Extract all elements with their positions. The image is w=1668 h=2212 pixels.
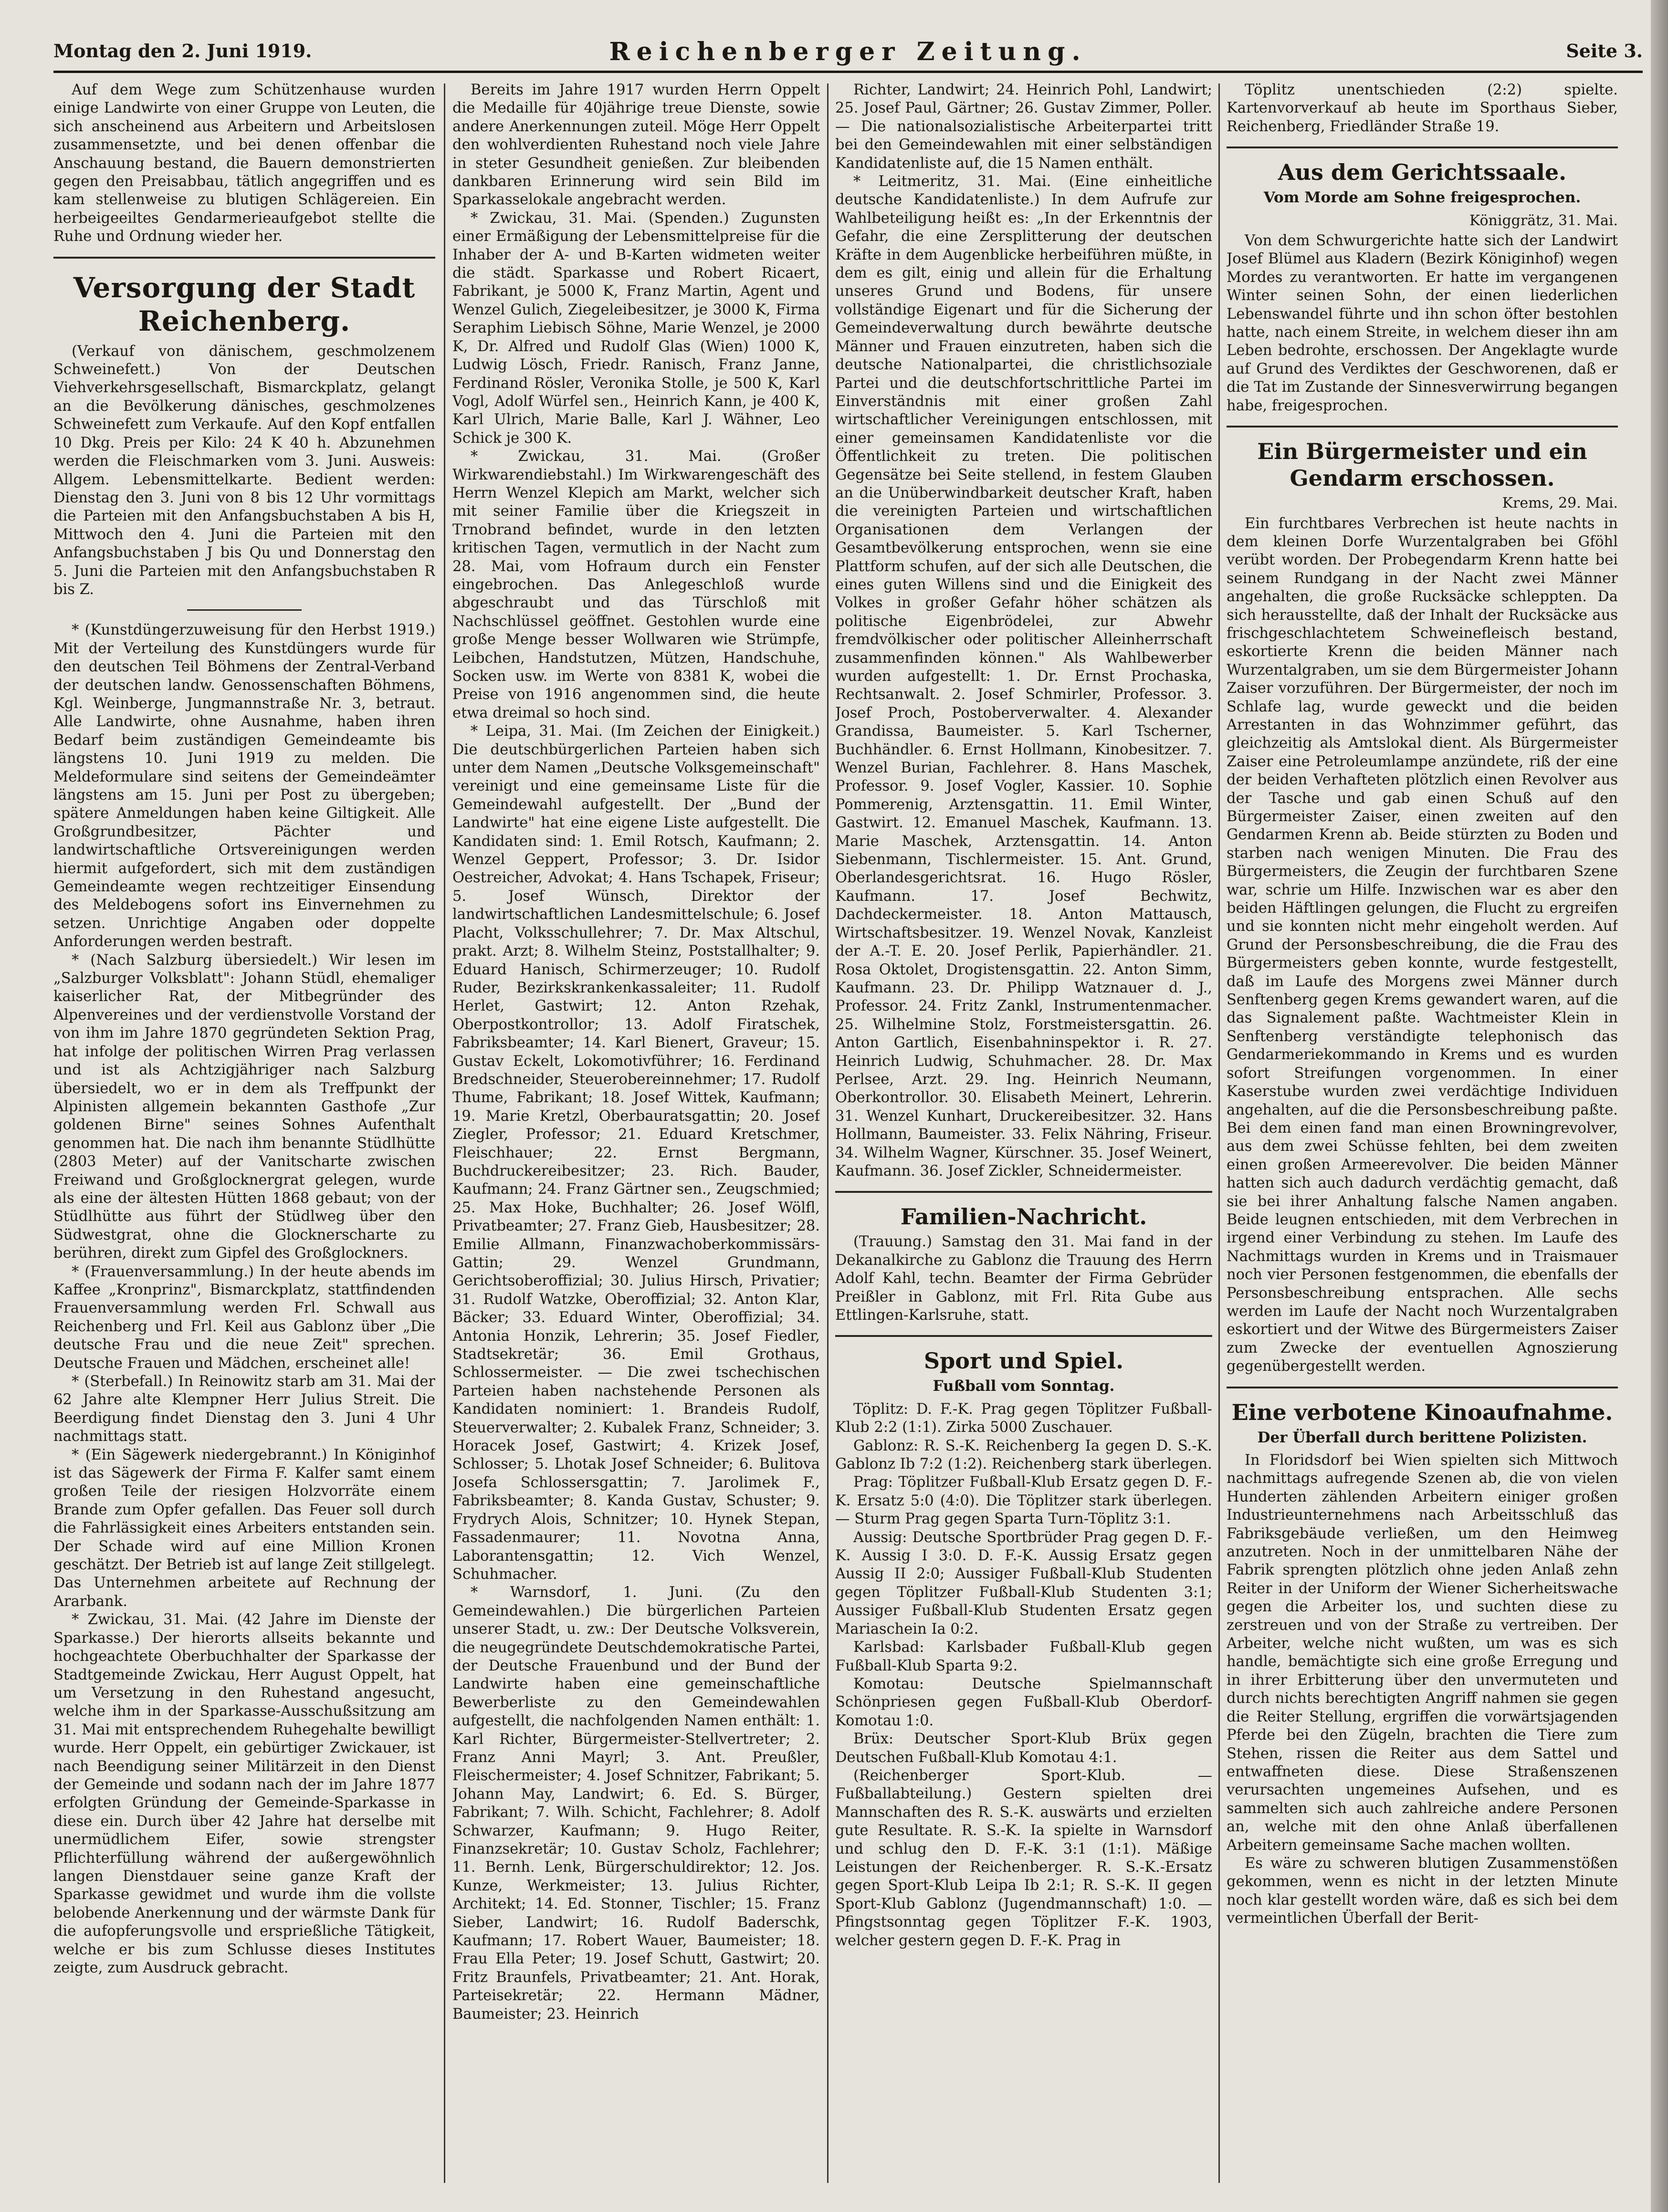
newspaper-title: Reichenberger Zeitung. — [609, 37, 1087, 66]
section-heading: Sport und Spiel. — [923, 1348, 1124, 1374]
article-paragraph: * Leipa, 31. Mai. (Im Zeichen der Einigkeit.) Die deutschbürgerlichen Parteien haben sich unter dem Namen „Deutsche Volksgemeinschaft" vereinigt und eine gemeinsame Liste für die Gemeindewahl aufgestellt. Der „Bund der Landwirte" hat eine eigene Liste aufgestellt. Die Kandidaten sind: 1. Emil Rotsch, Kaufmann; 2. Wenzel Geppert, Professor; 3. Dr. Isidor Oestreicher, Advokat; 4. Hans Tschapek, Friseur; 5. Josef Wünsch, Direktor der landwirtschaftlichen Landesmittelschule; 6. Josef Placht, Volksschullehrer; 7. Dr. Max Altschul, prakt. Arzt; 8. Wilhelm Steinz, Poststallhalter; 9. Eduard Hanisch, Schirmerzeuger; 10. Rudolf Ruder, Bezirkskrankenkassaleiter; 11. Rudolf Herlet, Gastwirt; 12. Anton Rzehak, Oberpostkontrollor; 13. Adolf Firatschek, Fabriksbeamter; 14. Karl Bienert, Graveur; 15. Gustav Eckelt, Lokomotivführer; 16. Ferdinand Bredschneider, Steuerobereinnehmer; 17. Rudolf Thume, Fabrikant; 18. Josef Wittek, Kaufmann; 19. Marie Kretzl, Oberbauratsgattin; 20. Josef Ziegler, Professor; 21. Eduard Kretschmer, Fleischhauer; 22. Ernst Bergmann, Buchdruckereibesitzer; 23. Rich. Bauder, Kaufmann; 24. Franz Gärtner sen., Zeugschmied; 25. Max Hoke, Buchhalter; 26. Josef Wölfl, Privatbeamter; 27. Franz Gieb, Hausbesitzer; 28. Emilie Allmann, Finanzwachoberkommissärs-Gattin; 29. Wenzel Grundmann, Gerichtsoberoffizial; 30. Julius Hirsch, Privatier; 31. Rudolf Watzke, Oberoffizial; 32. Anton Klar, Bäcker; 33. Eduard Winter, Oberoffizial; 34. Antonia Honzik, Lehrerin; 35. Josef Fiedler, Stadtsekretär; 36. Emil Grothaus, Schlossermeister. — Die zwei tschechischen Parteien haben nachstehende Personen als Kandidaten nominiert: 1. Brandeis Rudolf, Steuerverwalter; 2. Kubalek Franz, Schneider; 3. Horacek Josef, Gastwirt; 4. Krizek Josef, Schlosser; 5. Lhotak Josef Schneider; 6. Bulitova Josefa Schlossersgattin; 7. Jarolimek F., Fabriksbeamter; 8. Kanda Gustav, Schuster; 9. Frydrych Alois, Schnitzer; 10. Hynek Stepan, Fassadenmaurer; 11. Novotna Anna, Laborantensgattin; 12. Vich Wenzel, Schuhmacher. — [452, 723, 820, 1583]
article-paragraph: Brüx: Deutscher Sport-Klub Brüx gegen Deutschen Fußball-Klub Komotau 4:1. — [835, 1731, 1212, 1766]
article-paragraph: * (Nach Salzburg übersiedelt.) Wir lesen im „Salzburger Volksblatt": Johann Stüdl, ehemaliger kaiserlicher Rat, der Mitbegründer des Alpenvereines und der verdienstvolle Vorstand der von ihm im Jahre 1870 gegründeten Sektion Prag, hat infolge der politischen Wirren Prag verlassen und ist als Achtzigjähriger nach Salzburg übersiedelt, wo er in dem als Treffpunkt der Alpinisten allgemein bekannten Gasthofe „Zur goldenen Birne" seines Sohnes Aufenthalt genommen hat. Die nach ihm benannte Stüdlhütte (2803 Meter) auf der Vanitscharte zwischen Freiwand und Großglocknergrat gelegen, wurde als eine der ältesten Hütten 1868 gebaut; von der Stüdlhütte aus führt der Stüdlweg über den Südwestgrat, ohne die Glocknerscharte zu berühren, direkt zum Gipfel des Großglockners. — [53, 951, 435, 1262]
article-paragraph: Karlsbad: Karlsbader Fußball-Klub gegen Fußball-Klub Sparta 9:2. — [835, 1639, 1212, 1674]
column-rule — [827, 83, 829, 2183]
article-paragraph: Aussig: Deutsche Sportbrüder Prag gegen D. F.-K. Aussig I 3:0. D. F.-K. Aussig Ersatz gegen Aussig II 2:0; Aussiger Fußball-Klub Studenten gegen Töplitzer Fußball-Klub Studenten 3:1; Aussiger Fußball-Klub Studenten Ersatz gegen Mariaschein Ia 0:2. — [835, 1529, 1212, 1638]
article-paragraph: * Zwickau, 31. Mai. (Großer Wirkwarendiebstahl.) Im Wirkwarengeschäft des Herrn Wenzel Klepich am Markt, welcher sich mit seiner Familie über die Kriegszeit in Trnobrand befindet, wurde in den letzten kritischen Tagen, vermutlich in der Nacht zum 28. Mai, vom Hofraum durch ein Fenster eingebrochen. Das Anlegeschloß wurde abgeschraubt und das Türschloß mit Nachschlüssel geöffnet. Gestohlen wurde eine große Menge besser Wollwaren wie Strümpfe, Leibchen, Handstutzen, Mützen, Handschuhe, Socken usw. im Werte von 8381 K, wobei die Preise von 1916 angenommen sind, die heute etwa dreimal so hoch sind. — [452, 448, 820, 721]
section-divider — [53, 257, 435, 259]
article-divider — [187, 609, 302, 611]
section-divider — [1227, 146, 1618, 148]
article-paragraph: * (Sterbefall.) In Reinowitz starb am 31. Mai der 62 Jahre alte Klempner Herr Julius Streit. Die Beerdigung findet Dienstag den 3. Juni 4 Uhr nachmittags statt. — [53, 1373, 435, 1445]
section-heading: Familien-Nachricht. — [900, 1204, 1147, 1230]
page-edge-shadow — [1651, 0, 1668, 2212]
section-heading: Ein Bürgermeister und ein Gendarm erschossen. — [1257, 438, 1587, 491]
article-paragraph: (Verkauf von dänischem, geschmolzenem Schweinefett.) Von der Deutschen Viehverkehrsgesellschaft, Bismarckplatz, gelangt an die Bevölkerung dänisches, geschmolzenes Schweinefett zum Verkaufe. Auf den Kopf entfallen 10 Dkg. Preis per Kilo: 24 K 40 h. Abzunehmen werden die Fleischmarken vom 3. Juni. Ausweis: Allgem. Lebensmittelkarte. Bedient werden: Dienstag den 3. Juni von 8 bis 12 Uhr vormittags die Parteien mit den Anfangsbuchstaben A bis H, Mittwoch den 4. Juni die Parteien mit den Anfangsbuchstaben J bis Qu und Donnerstag den 5. Juni die Parteien mit den Anfangsbuchstaben R bis Z. — [53, 343, 435, 598]
section-divider — [1227, 1387, 1618, 1388]
article-paragraph: Töplitz unentschieden (2:2) spielte. Kartenvorverkauf ab heute im Sporthaus Sieber, Reichenberg, Friedländer Straße 19. — [1227, 82, 1618, 135]
article-paragraph: Bereits im Jahre 1917 wurden Herrn Oppelt die Medaille für 40jährige treue Dienste, sowie andere Anerkennungen zuteil. Möge Herr Oppelt den wohlverdienten Ruhestand noch viele Jahre in steter Gesundheit genießen. Zur bleibenden dankbaren Erinnerung wird sein Bild im Sparkasselokale angebracht werden. — [452, 82, 820, 209]
section-subheading: Fußball vom Sonntag. — [933, 1377, 1115, 1395]
masthead — [53, 37, 1643, 73]
column-3 — [835, 81, 1212, 2190]
dateline: Königgrätz, 31. Mai. — [1469, 212, 1618, 229]
column-4 — [1227, 81, 1618, 2190]
section-heading: Versorgung der Stadt Reichenberg. — [73, 271, 416, 337]
section-divider — [835, 1335, 1212, 1337]
article-paragraph: Es wäre zu schweren blutigen Zusammenstößen gekommen, wenn es nicht in der letzten Minute noch klar gestellt worden wäre, daß es sich bei dem vermeintlichen Überfall der Berit- — [1227, 1855, 1618, 1927]
article-paragraph: * Warnsdorf, 1. Juni. (Zu den Gemeindewahlen.) Die bürgerlichen Parteien unserer Stadt, u. zw.: Der Deutsche Volksverein, die neugegründete Deutschdemokratische Partei, der Deutsche Frauenbund und der Bund der Landwirte haben eine gemeinschaftliche Bewerberliste zu den Gemeindewahlen aufgestellt, die nachfolgenden Namen enthält: 1. Karl Richter, Bürgermeister-Stellvertreter; 2. Franz Anni Mayrl; 3. Ant. Preußler, Fleischermeister; 4. Josef Schnitzer, Fabrikant; 5. Johann May, Landwirt; 6. Ed. S. Bürger, Fabrikant; 7. Wilh. Schicht, Fachlehrer; 8. Adolf Schwarzer, Kaufmann; 9. Hugo Reiter, Finanzsekretär; 10. Gustav Scholz, Fachlehrer; 11. Bernh. Lenk, Bürgerschuldirektor; 12. Jos. Kunze, Werkmeister; 13. Julius Richter, Architekt; 14. Ed. Stonner, Tischler; 15. Franz Sieber, Landwirt; 16. Rudolf Baderschk, Kaufmann; 17. Robert Wauer, Baumeister; 18. Frau Ella Peter; 19. Josef Schutt, Gastwirt; 20. Fritz Braunfels, Privatbeamter; 21. Ant. Horak, Parteisekretär; 22. Hermann Mädner, Baumeister; 23. Heinrich — [452, 1584, 820, 2023]
article-paragraph: Richter, Landwirt; 24. Heinrich Pohl, Landwirt; 25. Josef Paul, Gärtner; 26. Gustav Zimmer, Poller. — Die nationalsozialistische Arbeiterpartei tritt bei den Gemeindewahlen mit einer selbständigen Kandidatenliste auf, die 15 Namen enthält. — [835, 82, 1212, 172]
article-paragraph: Gablonz: R. S.-K. Reichenberg Ia gegen D. S.-K. Gablonz Ib 7:2 (1:2). Reichenberg stark überlegen. — [835, 1437, 1212, 1473]
section-heading: Eine verbotene Kinoaufnahme. — [1231, 1399, 1613, 1425]
section-subheading: Vom Morde am Sohne freigesprochen. — [1263, 189, 1581, 207]
article-paragraph: Töplitz: D. F.-K. Prag gegen Töplitzer Fußball-Klub 2:2 (1:1). Zirka 5000 Zuschauer. — [835, 1400, 1212, 1436]
section-heading: Aus dem Gerichtssaale. — [1278, 159, 1567, 186]
column-1 — [53, 81, 435, 2190]
section-subheading: Der Überfall durch berittene Polizisten. — [1257, 1429, 1587, 1446]
article-paragraph: * (Kunstdüngerzuweisung für den Herbst 1919.) Mit der Verteilung des Kunstdüngers wurde für den deutschen Teil Böhmens der Zentral-Verband der deutschen landw. Genossenschaften Böhmens, Kgl. Weinberge, Jungmannstraße Nr. 3, betraut. Alle Landwirte, ohne Ausnahme, haben ihren Bedarf beim zuständigen Gemeindeamte bis längstens 10. Juni 1919 zu melden. Die Meldeformulare sind seitens der Gemeindeämter längstens am 15. Juni per Post zu übergeben; spätere Anmeldungen haben keine Giltigkeit. Alle Großgrundbesitzer, Pächter und landwirtschaftliche Ortsvereinigungen werden hiermit aufgefordert, sich mit dem zuständigen Gemeindeamte wegen rechtzeitiger Einsendung des Meldebogens sofort ins Einvernehmen zu setzen. Unrichtige Angaben oder doppelte Anforderungen werden bestraft. — [53, 622, 435, 950]
article-paragraph: (Trauung.) Samstag den 31. Mai fand in der Dekanalkirche zu Gablonz die Trauung des Herrn Adolf Kahl, techn. Beamter der Firma Gebrüder Preißler in Gablonz, mit Frl. Rita Gube aus Ettlingen-Karlsruhe, statt. — [835, 1233, 1212, 1324]
article-paragraph: Auf dem Wege zum Schützenhause wurden einige Landwirte von einer Gruppe von Leuten, die sich anscheinend aus Arbeitern und Arbeitslosen zusammensetzte, und bei denen offenbar die Anschauung bestand, die Bauern demonstrierten gegen den Preisabbau, tätlich angegriffen und es kam stellenweise zu blutigen Schlägereien. Ein herbeigeeiltes Gendarmerieaufgebot stellte die Ruhe und Ordnung wieder her. — [53, 82, 435, 245]
article-paragraph: Von dem Schwurgerichte hatte sich der Landwirt Josef Blümel aus Kladern (Bezirk Königinhof) wegen Mordes zu verantworten. Er hatte im vergangenen Winter seinen Sohn, der einen liederlichen Lebenswandel führte und ihn schon öfter bestohlen hatte, nach einem Streite, in welchem dieser ihn am Leben bedrohte, erschossen. Der Angeklagte wurde auf Grund des Verdiktes der Geschworenen, daß er die Tat im Zustande der Sinnesverwirrung begangen habe, freigesprochen. — [1227, 232, 1618, 414]
article-paragraph: * (Ein Sägewerk niedergebrannt.) In Königinhof ist das Sägewerk der Firma F. Kalfer samt einem großen Teile der riesigen Holzvorräte einem Brande zum Opfer gefallen. Das Feuer soll durch die Fahrlässigkeit eines Arbeiters entstanden sein. Der Schade wird auf eine Million Kronen geschätzt. Der Betrieb ist auf lange Zeit stillgelegt. Das Unternehmen arbeitete auf Rechnung der Ararbank. — [53, 1446, 435, 1610]
article-paragraph: Ein furchtbares Verbrechen ist heute nachts in dem kleinen Dorfe Wurzentalgraben bei Gföhl verübt worden. Der Probegendarm Krenn hatte bei seinem Rundgang in der Nacht zwei Männer angehalten, die große Rucksäcke schleppten. Da sich herausstellte, daß der Inhalt der Rucksäcke aus frischgeschlachtetem Schweinefleisch bestand, eskortierte Krenn die beiden Männer nach Wurzentalgraben, um sie dem Bürgermeister Johann Zaiser vorzuführen. Der Bürgermeister, der noch im Schlafe lag, wurde geweckt und die beiden Arrestanten in das Wohnzimmer geführt, das gleichzeitig als Amtslokal dient. Als Bürgermeister Zaiser eine Petroleumlampe anzündete, riß der eine der beiden Verhafteten plötzlich einen Revolver aus der Tasche und gab einen Schuß auf den Bürgermeister Zaiser, einen zweiten auf den Gendarmen Krenn ab. Beide stürzten zu Boden und starben nach wenigen Minuten. Die Frau des Bürgermeisters, die Zeugin der furchtbaren Szene war, schrie um Hilfe. Inzwischen war es aber den beiden Häftlingen gelungen, die Flucht zu ergreifen und sie konnten nicht mehr eingeholt werden. Auf Grund der Personsbeschreibung, die die Frau des Bürgermeisters geben konnte, wurde festgestellt, daß im Laufe des Morgens zwei Männer durch Senftenberg gegen Krems gewandert waren, auf die das Signalement paßte. Wachtmeister Klein in Senftenberg verständigte telephonisch das Gendarmeriekommando in Krems und es wurden sofort Streifungen vorgenommen. In einer Kaserstube wurden zwei verdächtige Individuen angehalten, auf die die Personsbeschreibung paßte. Bei dem einen fand man einen Browningrevolver, aus dem zwei Schüsse fehlten, bei dem zweiten einen großen Armeerevolver. Die beiden Männer hatten sich auch dadurch verdächtig gemacht, daß sie bei ihrer Anhaltung falsche Namen angaben. Beide leugnen entschieden, mit dem Verbrechen in irgend einer Verbindung zu stehen. Im Laufe des Nachmittags wurden in Krems und in Traismauer noch vier Personen festgenommen, die ebenfalls der Personsbeschreibung entsprachen. Alle sechs werden im Laufe der Nacht noch Wurzentalgraben eskortiert und der Witwe des Bürgermeisters Zaiser zum Zwecke der eventuellen Agnoszierung gegenübergestellt werden. — [1227, 515, 1618, 1375]
article-paragraph: * (Frauenversammlung.) In der heute abends im Kaffee „Kronprinz", Bismarckplatz, stattfindenden Frauenversammlung werden Frl. Schwall aus Reichenberg und Frl. Keil aus Gablonz über „Die deutsche Frau und die neue Zeit" sprechen. Deutsche Frauen und Mädchen, erscheinet alle! — [53, 1263, 435, 1372]
section-divider — [835, 1191, 1212, 1193]
article-paragraph: * Zwickau, 31. Mai. (Spenden.) Zugunsten einer Ermäßigung der Lebensmittelpreise für die Inhaber der A- und B-Karten widmeten weiter die städt. Sparkasse und Robert Ricaert, Fabrikant, je 5000 K, Franz Martin, Agent und Wenzel Gulich, Ziegeleibesitzer, je 3000 K, Firma Seraphim Liebisch Söhne, Marie Wenzel, je 2000 K, Dr. Alfred und Rudolf Glas (Wien) 1000 K, Ludwig Lösch, Friedr. Ranisch, Franz Janne, Ferdinand Rösler, Veronika Stolle, je 500 K, Karl Vogl, Adolf Würfel sen., Heinrich Kann, je 400 K, Karl Ulrich, Marie Balle, Karl J. Wähner, Leo Schick je 300 K. — [452, 209, 820, 447]
article-paragraph: Prag: Töplitzer Fußball-Klub Ersatz gegen D. F.-K. Ersatz 5:0 (4:0). Die Töplitzer stark überlegen. — Sturm Prag gegen Sparta Turn-Töplitz 3:1. — [835, 1474, 1212, 1528]
article-paragraph: Komotau: Deutsche Spielmannschaft Schönpriesen gegen Fußball-Klub Oberdorf-Komotau 1:0. — [835, 1675, 1212, 1729]
issue-date: Montag den 2. Juni 1919. — [53, 40, 312, 62]
section-divider — [1227, 426, 1618, 428]
page-number: Seite 3. — [1566, 40, 1643, 62]
article-paragraph: (Reichenberger Sport-Klub. — Fußballabteilung.) Gestern spielten drei Mannschaften des R. S.-K. auswärts und erzielten gute Resultate. R. S.-K. Ia spielte in Warnsdorf und schlug den D. F.-K. 3:1 (1:1). Mäßige Leistungen der Reichenberger. R. S.-K.-Ersatz gegen Sport-Klub Leipa Ib 2:1; R. S.-K. II gegen Sport-Klub Gablonz (Jugendmannschaft) 1:0. — Pfingstsonntag gegen Töplitzer F.-K. 1903, welcher gestern gegen D. F.-K. Prag in — [835, 1767, 1212, 1949]
article-paragraph: * Leitmeritz, 31. Mai. (Eine einheitliche deutsche Kandidatenliste.) In dem Aufrufe zur Wahlbeteiligung heißt es: „In der Erkenntnis der Gefahr, die eine Zersplitterung der deutschen Kräfte in dem Augenblicke herbeiführen müßte, in dem es gilt, einig und allein für die Erhaltung unseres Grund und Bodens, für unsere vollständige Eigenart und für die Sicherung der Gemeindeverwaltung durch bewährte deutsche Männer und Frauen einzutreten, haben sich die deutsche Nationalpartei, die christlichsoziale Partei und die deutschfortschrittliche Partei im Einverständnis mit einer großen Zahl wirtschaftlicher Vereinigungen entschlossen, mit einer gemeinsamen Kandidatenliste vor die Öffentlichkeit zu treten. Die politischen Gegensätze bei Seite stellend, in festem Glauben an die Unüberwindbarkeit deutscher Kraft, haben die vereinigten Parteien und wirtschaftlichen Organisationen dem Verlangen der Gesamtbevölkerung entsprochen, wenn sie eine Plattform schufen, auf der sich alle Deutschen, die eines guten Willens sind und die Einigkeit des Volkes in großer Gefahr höher schätzen als politische Eigenbrödelei, zur Abwehr fremdvölkischer oder politischer Alleinherrschaft zusammenfinden können." Als Wahlbewerber wurden aufgestellt: 1. Dr. Ernst Prochaska, Rechtsanwalt. 2. Josef Schmirler, Professor. 3. Josef Proch, Postoberverwalter. 4. Alexander Grandissa, Baumeister. 5. Karl Tscherner, Buchhändler. 6. Ernst Hollmann, Kinobesitzer. 7. Wenzel Burian, Fachlehrer. 8. Hans Maschek, Professor. 9. Josef Vogler, Kassier. 10. Sophie Pommerenig, Arztensgattin. 11. Emil Winter, Gastwirt. 12. Emanuel Maschek, Kaufmann. 13. Marie Maschek, Arztensgattin. 14. Anton Siebenmann, Tischlermeister. 15. Ant. Grund, Oberlandesgerichtsrat. 16. Hugo Rösler, Kaufmann. 17. Josef Bechwitz, Dachdeckermeister. 18. Anton Mattausch, Wirtschaftsbesitzer. 19. Wenzel Novak, Kanzleist der A.-T. E. 20. Josef Perlik, Papierhändler. 21. Rosa Oktolet, Drogistensgattin. 22. Anton Simm, Kaufmann. 23. Dr. Philipp Watznauer d. J., Professor. 24. Fritz Zankl, Instrumentenmacher. 25. Wilhelmine Stolz, Forstmeistersgattin. 26. Anton Gartlich, Eisenbahninspektor i. R. 27. Heinrich Ludwig, Schuhmacher. 28. Dr. Max Perlsee, Arzt. 29. Ing. Heinrich Neumann, Oberkontrollor. 30. Elisabeth Meinert, Lehrerin. 31. Wenzel Kunhart, Druckereibesitzer. 32. Hans Hollmann, Baumeister. 33. Felix Nähring, Friseur. 34. Wilhelm Wagner, Kürschner. 35. Josef Weinert, Kaufmann. 36. Josef Zickler, Schneidermeister. — [835, 173, 1212, 1179]
column-rule — [1218, 83, 1220, 2183]
dateline: Krems, 29. Mai. — [1502, 495, 1618, 512]
column-2 — [452, 81, 820, 2190]
article-paragraph: * Zwickau, 31. Mai. (42 Jahre im Dienste der Sparkasse.) Der hierorts allseits bekannte und hochgeachtete Oberbuchhalter der Sparkasse der Stadtgemeinde Zwickau, Herr August Oppelt, hat um Versetzung in den Ruhestand angesucht, welche ihm in der Sparkasse-Ausschußsitzung am 31. Mai mit entsprechendem Ruhegehalte bewilligt wurde. Herr Oppelt, ein gebürtiger Zwickauer, ist nach Beendigung seiner Militärzeit in den Dienst der Gemeinde und sodann nach der im Jahre 1877 erfolgten Gründung der Gemeinde-Sparkasse in diese ein. Durch über 42 Jahre hat derselbe mit unermüdlichem Eifer, sowie strengster Pflichterfüllung während der außergewöhnlich langen Dienstdauer seine ganze Kraft der Sparkasse gewidmet und wurde ihm die vollste belobende Anerkennung und der wärmste Dank für die aufopferungsvolle und ersprießliche Tätigkeit, welche er bis zum Schlusse dieses Institutes zeigte, zum Ausdruck gebracht. — [53, 1611, 435, 1976]
article-paragraph: In Floridsdorf bei Wien spielten sich Mittwoch nachmittags aufregende Szenen ab, die von vielen Hunderten zählenden Arbeitern einiger großen Industrieunternehmens nach Arbeitsschluß das Fabriksgebäude verließen, um den Heimweg anzutreten. Noch in der unmittelbaren Nähe der Fabrik sprengten plötzlich ohne jeden Anlaß zehn Reiter in der Uniform der Wiener Sicherheitswache gegen die Arbeiter los, und suchten diese zu zerstreuen und von der Straße zu vertreiben. Der Arbeiter, welche nicht wußten, um was es sich handle, bemächtigte sich eine große Erregung und in ihrer Erbitterung über den unvermuteten und durch nichts berechtigten Angriff nahmen sie gegen die Reiter Stellung, ergriffen die vorwärtsjagenden Pferde bei den Zügeln, brachten die Tiere zum Stehen, rissen die Reiter aus dem Sattel und entwaffneten diese. Diese Straßenszenen verursachten ungemeines Aufsehen, und es sammelten sich auch zahlreiche andere Personen an, welche mit den ohne Anlaß überfallenen Arbeitern gemeinsame Sache machen wollten. — [1227, 1452, 1618, 1854]
column-rule — [444, 83, 445, 2183]
